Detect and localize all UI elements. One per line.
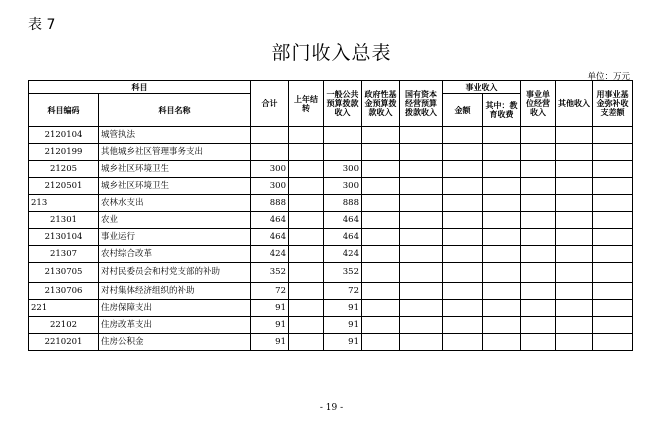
header-subject: 科目 — [29, 81, 251, 94]
header-business-income: 事业收入 — [443, 81, 521, 94]
table-row — [29, 334, 633, 351]
row-total: 91 — [251, 300, 289, 317]
row-total: 424 — [251, 246, 289, 263]
row-name: 城乡社区环境卫生 — [99, 178, 251, 195]
header-operating-income: 事业单位经营收入 — [521, 81, 556, 127]
row-general-budget — [324, 127, 362, 144]
row-general-budget: 352 — [324, 263, 362, 283]
row-code: 21301 — [29, 212, 99, 229]
row-total: 464 — [251, 229, 289, 246]
page-title: 部门收入总表 — [271, 42, 392, 64]
row-total: 300 — [251, 178, 289, 195]
unit-label: 单位：万元 — [587, 72, 630, 82]
header-code: 科目编码 — [29, 94, 99, 127]
row-total: 300 — [251, 161, 289, 178]
row-name: 其他城乡社区管理事务支出 — [99, 144, 251, 161]
row-code: 21205 — [29, 161, 99, 178]
table-row — [29, 195, 633, 212]
page-number: - 19 - — [319, 403, 344, 413]
table-row — [29, 263, 633, 283]
row-general-budget: 424 — [324, 246, 362, 263]
row-general-budget: 464 — [324, 229, 362, 246]
row-total — [251, 127, 289, 144]
row-total: 91 — [251, 334, 289, 351]
row-general-budget — [324, 144, 362, 161]
row-name: 农业 — [99, 212, 251, 229]
header-total: 合计 — [251, 81, 289, 127]
header-general-budget: 一般公共预算拨款收入 — [324, 81, 362, 127]
row-general-budget: 300 — [324, 178, 362, 195]
row-general-budget: 91 — [324, 334, 362, 351]
row-code: 22102 — [29, 317, 99, 334]
row-general-budget: 72 — [324, 283, 362, 300]
header-carryover: 上年结转 — [289, 81, 324, 127]
row-name: 农村综合改革 — [99, 246, 251, 263]
table-row — [29, 178, 633, 195]
income-summary-table — [28, 80, 633, 351]
header-name: 科目名称 — [99, 94, 251, 127]
row-name: 城乡社区环境卫生 — [99, 161, 251, 178]
table-row — [29, 283, 633, 300]
row-general-budget: 300 — [324, 161, 362, 178]
row-code: 21307 — [29, 246, 99, 263]
row-code: 221 — [29, 300, 99, 317]
row-code: 2120501 — [29, 178, 99, 195]
row-name: 事业运行 — [99, 229, 251, 246]
table-row — [29, 246, 633, 263]
header-state-capital: 国有资本经营预算拨款收入 — [400, 81, 443, 127]
table-row — [29, 317, 633, 334]
header-other-income: 其他收入 — [556, 81, 593, 127]
row-code: 2130706 — [29, 283, 99, 300]
row-code: 2130104 — [29, 229, 99, 246]
row-code: 2120104 — [29, 127, 99, 144]
row-name: 住房改革支出 — [99, 317, 251, 334]
header-fund-surplus: 用事业基金弥补收支差额 — [593, 81, 633, 127]
row-code: 2130705 — [29, 263, 99, 283]
row-total: 888 — [251, 195, 289, 212]
row-total: 464 — [251, 212, 289, 229]
table-row — [29, 229, 633, 246]
row-total: 72 — [251, 283, 289, 300]
row-general-budget: 464 — [324, 212, 362, 229]
row-name: 城管执法 — [99, 127, 251, 144]
header-edu-fee: 其中：教育收费 — [483, 94, 521, 127]
table-row — [29, 212, 633, 229]
row-name: 农林水支出 — [99, 195, 251, 212]
header-gov-fund: 政府性基金预算拨款收入 — [362, 81, 400, 127]
row-general-budget: 91 — [324, 300, 362, 317]
table-row — [29, 161, 633, 178]
row-general-budget: 91 — [324, 317, 362, 334]
row-total — [251, 144, 289, 161]
row-general-budget: 888 — [324, 195, 362, 212]
row-name: 住房保障支出 — [99, 300, 251, 317]
row-total: 91 — [251, 317, 289, 334]
row-name: 对村集体经济组织的补助 — [99, 283, 251, 300]
table-row — [29, 144, 633, 161]
header-amount: 金额 — [443, 94, 483, 127]
row-code: 2210201 — [29, 334, 99, 351]
table-row — [29, 300, 633, 317]
row-name: 住房公积金 — [99, 334, 251, 351]
row-code: 2120199 — [29, 144, 99, 161]
row-name: 对村民委员会和村党支部的补助 — [99, 263, 251, 283]
row-total: 352 — [251, 263, 289, 283]
table-label: 表 7 — [28, 17, 56, 33]
row-code: 213 — [29, 195, 99, 212]
table-row — [29, 127, 633, 144]
